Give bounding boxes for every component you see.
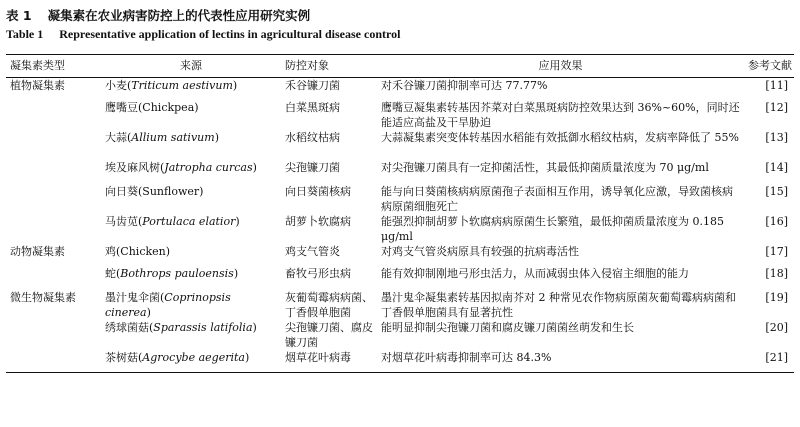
cell-category — [6, 266, 101, 290]
cell-source — [101, 214, 281, 244]
source-close: ) — [252, 161, 257, 174]
cell-ref: [11] — [765, 79, 788, 92]
table-row — [6, 214, 794, 244]
cell-target: 烟草花叶病毒 — [281, 350, 377, 373]
cell-source — [101, 290, 281, 320]
cell-ref: [17] — [765, 245, 788, 258]
source-close: Chicken) — [120, 245, 171, 258]
table-row — [6, 290, 794, 320]
table-title-cn: 凝集素在农业病害防控上的代表性应用研究实例 — [47, 8, 311, 23]
source-close: ) — [232, 79, 238, 92]
source-close: Sunflower) — [142, 185, 204, 198]
cell-effect: 大蒜凝集素突变体转基因水稻能有效抵御水稻纹枯病，发病率降低了 55% — [381, 131, 739, 144]
cell-source — [101, 266, 281, 290]
header-effect: 应用效果 — [377, 55, 744, 78]
table-row — [6, 320, 794, 350]
table-title-en: Representative application of lectins in agricultural disease control — [59, 27, 401, 41]
lectin-application-table — [6, 54, 794, 373]
source-close: Chickpea) — [142, 101, 199, 114]
cell-category — [6, 100, 101, 130]
table-caption-cn — [6, 6, 310, 24]
source-latin-name: Bothrops pauloensis — [120, 267, 234, 280]
cell-ref: [13] — [765, 131, 788, 144]
cell-ref: [15] — [765, 185, 788, 198]
cell-target: 向日葵菌核病 — [285, 185, 351, 198]
cell-ref: [19] — [765, 291, 788, 304]
source-close: ) — [244, 351, 250, 364]
source-common-name: 小麦( — [105, 79, 132, 92]
source-latin-name: Triticum aestivum — [131, 79, 233, 92]
table-number-en: Table 1 — [6, 27, 44, 41]
header-source: 来源 — [101, 55, 281, 78]
cell-category: 微生物凝集素 — [10, 291, 76, 304]
source-latin-name: Allium sativum — [131, 131, 215, 144]
cell-category — [6, 320, 101, 350]
cell-category — [6, 184, 101, 214]
cell-target: 水稻纹枯病 — [285, 131, 340, 144]
cell-effect: 对烟草花叶病毒抑制率可达 84.3% — [377, 350, 744, 373]
cell-ref: [16] — [765, 215, 788, 228]
cell-category: 动物凝集素 — [10, 245, 65, 258]
cell-target: 鸡支气管炎 — [285, 245, 340, 258]
cell-source — [101, 160, 281, 184]
source-common-name: 埃及麻风树( — [105, 161, 165, 174]
cell-effect: 能有效抑制刚地弓形虫活力，从而减弱虫体入侵宿主细胞的能力 — [381, 267, 689, 280]
source-close: ) — [235, 215, 240, 228]
cell-source — [101, 244, 281, 266]
cell-effect: 对鸡支气管炎病原具有较强的抗病毒活性 — [381, 245, 579, 258]
source-common-name: 蛇( — [105, 267, 121, 280]
source-common-name: 向日葵( — [105, 185, 143, 198]
table-row — [6, 266, 794, 290]
source-common-name: 鸡( — [105, 245, 121, 258]
source-close: ) — [233, 267, 239, 280]
table-number-cn: 表 1 — [6, 8, 32, 23]
cell-target: 禾谷镰刀菌 — [285, 79, 340, 92]
cell-ref: [20] — [765, 321, 788, 334]
source-close: ) — [214, 131, 219, 144]
cell-source — [101, 100, 281, 130]
cell-target: 灰葡萄霉病病菌、丁香假单胞菌 — [285, 291, 373, 319]
source-latin-name: Coprinopsis cinerea — [105, 291, 231, 319]
cell-target: 白菜黑斑病 — [285, 101, 340, 114]
cell-ref: [14] — [765, 161, 788, 174]
cell-effect: 能与向日葵菌核病病原菌孢子表面相互作用，诱导氧化应激，导致菌核病病原菌细胞死亡 — [381, 185, 733, 213]
cell-category — [6, 214, 101, 244]
cell-source — [101, 320, 281, 350]
source-latin-name: Sparassis latifolia — [153, 321, 253, 334]
table-row — [6, 78, 794, 101]
table-row — [6, 350, 794, 373]
cell-category — [6, 160, 101, 184]
source-latin-name: Agrocybe aegerita — [142, 351, 245, 364]
cell-effect: 墨汁鬼伞凝集素转基因拟南芥对 2 种常见农作物病原菌灰葡萄霉病病菌和丁香假单胞菌具有显著抗性 — [381, 291, 736, 319]
cell-ref: [21] — [744, 350, 794, 373]
table-caption-en — [6, 27, 400, 42]
header-target: 防控对象 — [281, 55, 377, 78]
cell-source — [101, 130, 281, 160]
source-latin-name: Jatropha curcas — [164, 161, 253, 174]
source-common-name: 墨汁鬼伞菌( — [105, 291, 165, 304]
cell-target: 尖孢镰刀菌 — [285, 161, 340, 174]
header-ref: 参考文献 — [744, 55, 794, 78]
cell-effect: 鹰嘴豆凝集素转基因芥菜对白菜黑斑病防控效果达到 36%~60%，同时还能适应高盐及干旱胁迫 — [381, 101, 740, 129]
table-row — [6, 184, 794, 214]
source-common-name: 茶树菇( — [105, 351, 143, 364]
source-latin-name: Portulaca elatior — [142, 215, 236, 228]
source-common-name: 鹰嘴豆( — [105, 101, 143, 114]
cell-effect: 对禾谷镰刀菌抑制率可达 77.77% — [381, 79, 548, 92]
source-common-name: 大蒜( — [105, 131, 132, 144]
table-row — [6, 244, 794, 266]
cell-category — [6, 130, 101, 160]
cell-category: 植物凝集素 — [10, 79, 65, 92]
source-close: ) — [146, 306, 151, 319]
cell-source — [101, 78, 281, 101]
table-row — [6, 160, 794, 184]
cell-effect: 能明显抑制尖孢镰刀菌和腐皮镰刀菌菌丝萌发和生长 — [381, 321, 634, 334]
cell-ref: [18] — [765, 267, 788, 280]
header-category: 凝集素类型 — [6, 55, 101, 78]
table-row — [6, 130, 794, 160]
cell-source — [101, 184, 281, 214]
cell-source — [101, 350, 281, 373]
source-close: ) — [252, 321, 257, 334]
cell-ref: [12] — [765, 101, 788, 114]
source-common-name: 绣球菌菇( — [105, 321, 154, 334]
cell-target: 胡萝卜软腐病 — [285, 215, 351, 228]
source-common-name: 马齿苋( — [105, 215, 143, 228]
cell-effect: 对尖孢镰刀菌具有一定抑菌活性，其最低抑菌质量浓度为 70 μg/ml — [381, 161, 709, 174]
table-row — [6, 100, 794, 130]
cell-category — [6, 350, 101, 373]
cell-target: 畜牧弓形虫病 — [285, 267, 351, 280]
header-row — [6, 55, 794, 78]
cell-target: 尖孢镰刀菌、腐皮镰刀菌 — [285, 321, 373, 349]
cell-effect: 能强烈抑制胡萝卜软腐病病原菌生长繁殖，最低抑菌质量浓度为 0.185 μg/ml — [381, 215, 724, 243]
